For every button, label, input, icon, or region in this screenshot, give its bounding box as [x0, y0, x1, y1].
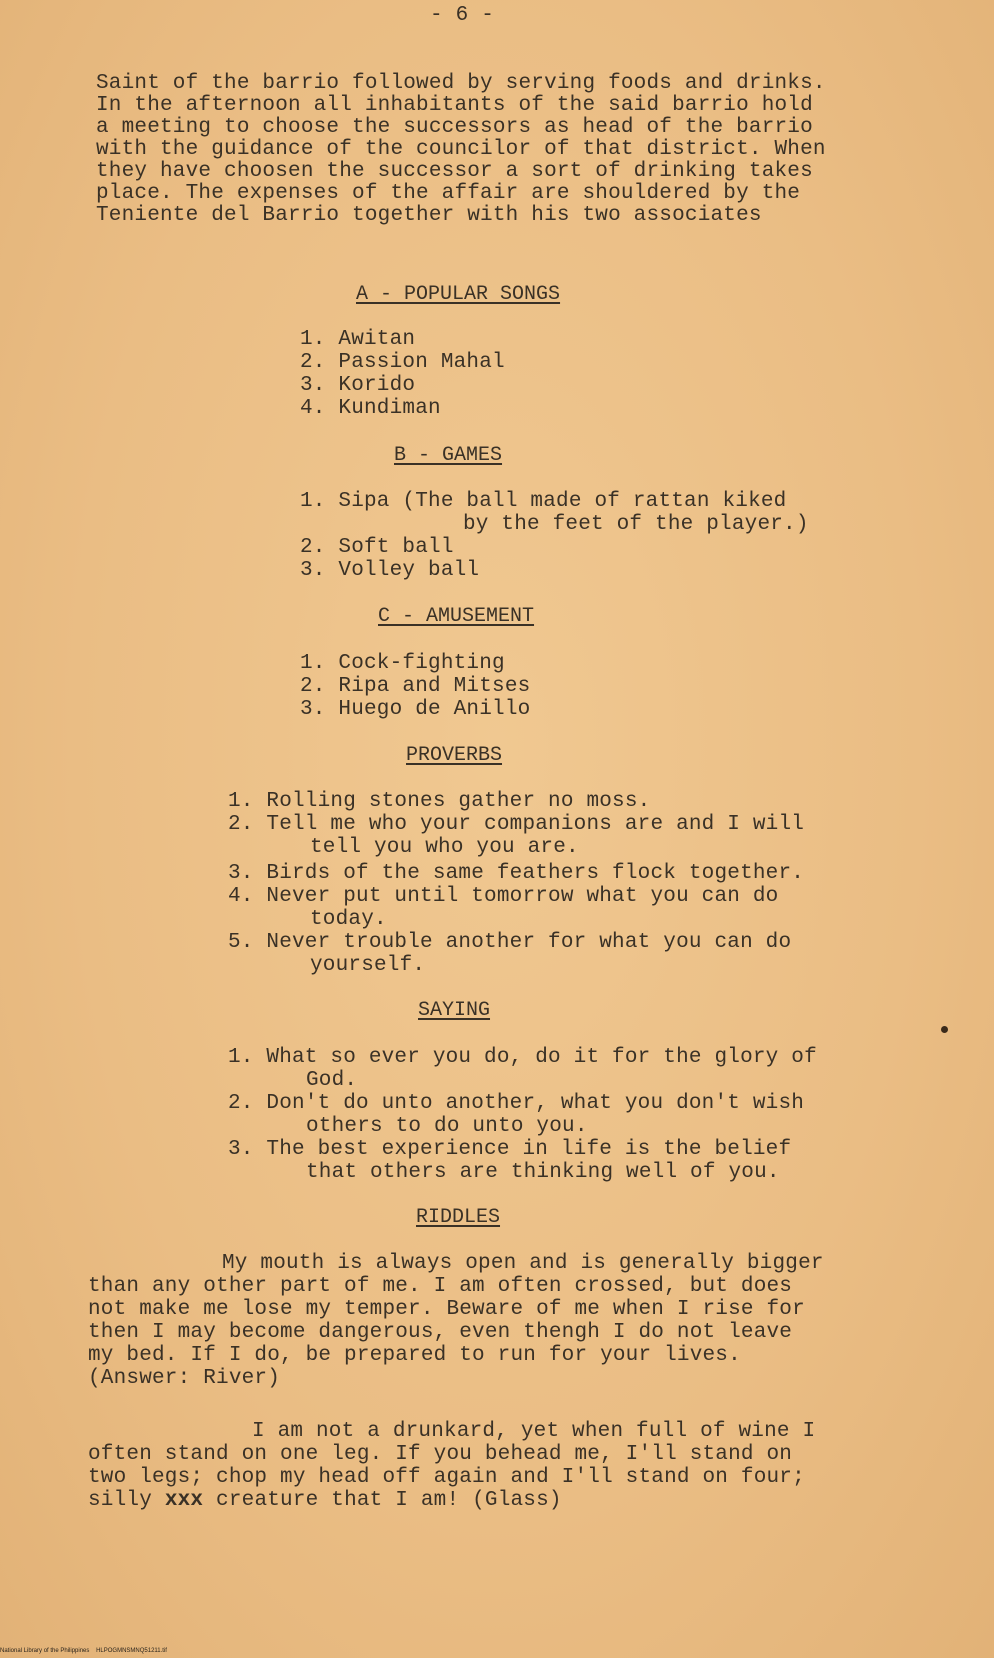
amusement-item: 2. Ripa and Mitses [300, 675, 531, 698]
struck-out-text: xxx [164, 1489, 204, 1512]
intro-line: Saint of the barrio followed by serving foods and drinks. [96, 72, 826, 95]
intro-line: Teniente del Barrio together with his two associates [96, 204, 762, 227]
intro-line: they have choosen the successor a sort of drinking takes [96, 160, 813, 183]
footer-file-id: HLPOGMNSMNQ51211.tif [96, 1648, 167, 1654]
riddle-text: silly [88, 1489, 153, 1512]
songs-heading: A - POPULAR SONGS [356, 283, 561, 306]
riddle-line: then I may become dangerous, even thengh I do not leave [88, 1321, 793, 1344]
proverb-item: 1. Rolling stones gather no moss. [228, 790, 651, 813]
song-item: 1. Awitan [300, 328, 416, 351]
proverb-item-continued: tell you who you are. [310, 836, 579, 859]
game-item-continued: by the feet of the player.) [463, 513, 809, 536]
riddle-line: often stand on one leg. If you behead me, I'll stand on [88, 1443, 793, 1466]
proverb-item: 5. Never trouble another for what you can do [228, 931, 792, 954]
proverb-item-continued: yourself. [310, 954, 426, 977]
intro-line: a meeting to choose the successors as head of the barrio [96, 116, 813, 139]
saying-item: 3. The best experience in life is the belief [228, 1138, 792, 1161]
saying-item-continued: God. [306, 1069, 358, 1092]
proverb-item: 2. Tell me who your companions are and I will [228, 813, 805, 836]
riddle-line: my bed. If I do, be prepared to run for your lives. [88, 1344, 741, 1367]
game-item: 2. Soft ball [300, 536, 454, 559]
amusement-heading: C - AMUSEMENT [378, 605, 535, 628]
song-item: 4. Kundiman [300, 397, 441, 420]
riddle-line [88, 1489, 562, 1512]
amusement-item: 1. Cock-fighting [300, 652, 505, 675]
saying-item-continued: others to do unto you. [306, 1115, 588, 1138]
riddle-line: than any other part of me. I am often crossed, but does [88, 1275, 793, 1298]
riddle-line: (Answer: River) [88, 1367, 281, 1390]
intro-line: with the guidance of the councilor of that district. When [96, 138, 826, 161]
riddles-heading: RIDDLES [416, 1206, 501, 1229]
page-number: - 6 - [430, 4, 495, 27]
song-item: 3. Korido [300, 374, 416, 397]
riddle-text: creature that I am! (Glass) [216, 1489, 562, 1512]
ink-dot [941, 1026, 948, 1033]
saying-heading: SAYING [418, 999, 491, 1022]
saying-item-continued: that others are thinking well of you. [306, 1161, 780, 1184]
footer [0, 1648, 167, 1654]
game-item: 3. Volley ball [300, 559, 480, 582]
riddle-line: I am not a drunkard, yet when full of wine I [252, 1420, 816, 1443]
proverb-item: 3. Birds of the same feathers flock together. [228, 862, 805, 885]
saying-item: 2. Don't do unto another, what you don't wish [228, 1092, 805, 1115]
amusement-item: 3. Huego de Anillo [300, 698, 531, 721]
riddle-line: two legs; chop my head off again and I'll stand on four; [88, 1466, 805, 1489]
footer-library: National Library of the Philippines [0, 1648, 90, 1654]
saying-item: 1. What so ever you do, do it for the glory of [228, 1046, 817, 1069]
games-heading: B - GAMES [394, 444, 503, 467]
proverbs-heading: PROVERBS [406, 744, 503, 767]
game-item: 1. Sipa (The ball made of rattan kiked [300, 490, 787, 513]
riddle-line: not make me lose my temper. Beware of me when I rise for [88, 1298, 805, 1321]
intro-line: In the afternoon all inhabitants of the said barrio hold [96, 94, 813, 117]
intro-line: place. The expenses of the affair are shouldered by the [96, 182, 801, 205]
proverb-item: 4. Never put until tomorrow what you can do [228, 885, 779, 908]
riddle-line: My mouth is always open and is generally bigger [222, 1252, 824, 1275]
song-item: 2. Passion Mahal [300, 351, 505, 374]
proverb-item-continued: today. [310, 908, 387, 931]
